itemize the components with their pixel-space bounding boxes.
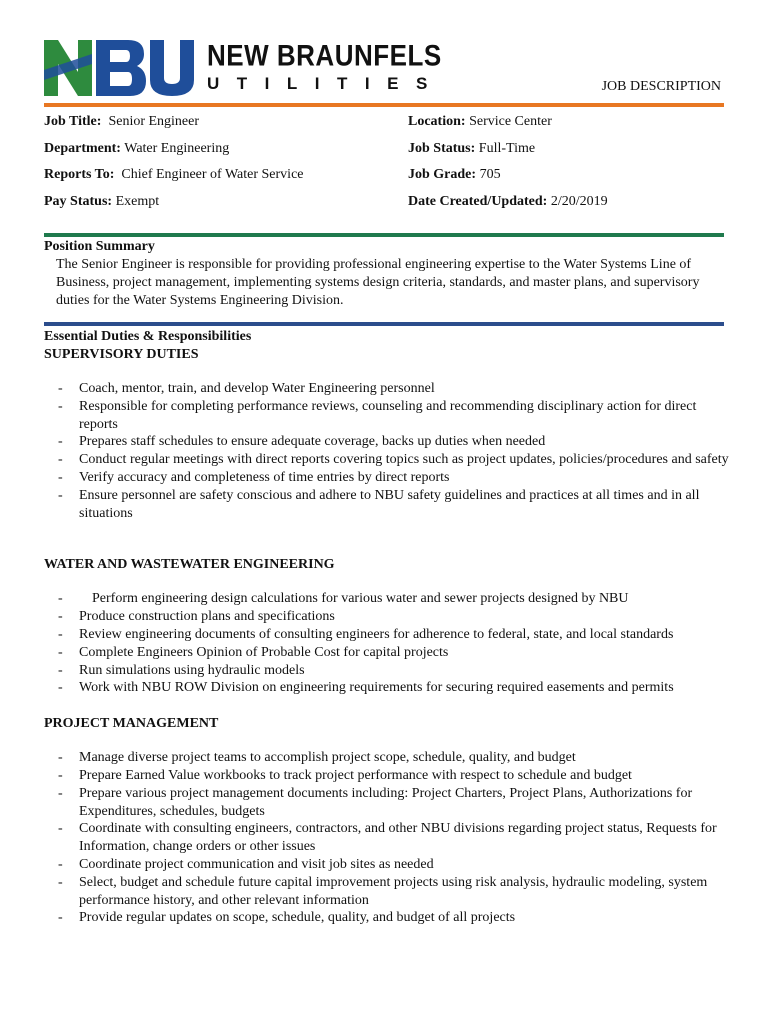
blue-divider bbox=[44, 322, 724, 326]
nbu-logo-mark-icon bbox=[44, 40, 204, 96]
list-item: - Select, budget and schedule future capital improvement projects using risk analysis, hydraulic modeling, system performance history, and other relevant information bbox=[44, 874, 734, 910]
location-field: Location: Service Center bbox=[408, 114, 552, 129]
green-divider bbox=[44, 233, 724, 237]
list-item: - Ensure personnel are safety conscious and adhere to NBU safety guidelines and practices at all times and in all situations bbox=[44, 487, 734, 523]
info-row bbox=[44, 194, 734, 221]
department-field: Department: Water Engineering bbox=[44, 140, 230, 156]
list-item: - Perform engineering design calculations for various water and sewer projects designed by NBU bbox=[44, 590, 734, 608]
reports-to-field: Reports To: Chief Engineer of Water Service bbox=[44, 167, 304, 182]
job-title-value: Senior Engineer bbox=[108, 114, 200, 129]
list-item: - Prepare various project management documents including: Project Charters, Project Plans, Authorizations for Expenditures, schedules, budgets bbox=[44, 785, 734, 821]
list-item: - Coordinate with consulting engineers, contractors, and other NBU divisions regarding project status, Requests for Information, change orders or other issues bbox=[44, 820, 734, 856]
engineering-list bbox=[44, 590, 734, 697]
date-value: 2/20/2019 bbox=[550, 193, 608, 209]
list-item: - Coordinate project communication and visit job sites as needed bbox=[44, 856, 734, 874]
info-row bbox=[44, 114, 734, 141]
pay-status-value: Exempt bbox=[115, 193, 160, 209]
project-management-title: PROJECT MANAGEMENT bbox=[44, 716, 219, 732]
list-item: - Complete Engineers Opinion of Probable Cost for capital projects bbox=[44, 644, 734, 662]
orange-divider bbox=[44, 103, 724, 107]
supervisory-list bbox=[44, 380, 734, 522]
document-type-label: JOB DESCRIPTION bbox=[601, 79, 721, 94]
list-item: - Produce construction plans and specifications bbox=[44, 608, 734, 626]
list-item: - Conduct regular meetings with direct reports covering topics such as project updates, policies/procedures and safety bbox=[44, 451, 734, 469]
summary-text: The Senior Engineer is responsible for providing professional engineering expertise to the Water Systems Line of Business, project management, implementing systems design criteria, standards, and master plans, and supervisory duties for the Water Systems Engineering Division. bbox=[56, 257, 700, 308]
date-field: Date Created/Updated: 2/20/2019 bbox=[408, 193, 608, 209]
job-grade-value: 705 bbox=[479, 167, 501, 182]
duties-heading: Essential Duties & Responsibilities bbox=[44, 329, 252, 344]
list-item: - Prepares staff schedules to ensure adequate coverage, backs up duties when needed bbox=[44, 433, 734, 451]
job-status-value: Full-Time bbox=[478, 140, 536, 156]
info-row bbox=[44, 141, 734, 168]
brand-name-line1: NEW BRAUNFELS bbox=[207, 38, 442, 73]
list-item: - Prepare Earned Value workbooks to track project performance with respect to schedule and budget bbox=[44, 767, 734, 785]
department-value: Water Engineering bbox=[124, 140, 230, 156]
job-grade-field: Job Grade: 705 bbox=[408, 167, 501, 182]
info-row bbox=[44, 167, 734, 194]
job-info-grid bbox=[44, 114, 734, 220]
project-management-list bbox=[44, 749, 734, 927]
list-item: - Review engineering documents of consulting engineers for adherence to federal, state, and local standards bbox=[44, 626, 734, 644]
list-item: - Coach, mentor, train, and develop Water Engineering personnel bbox=[44, 380, 734, 398]
job-status-field: Job Status: Full-Time bbox=[408, 140, 536, 156]
list-item: - Provide regular updates on scope, schedule, quality, and budget of all projects bbox=[44, 909, 734, 927]
supervisory-title: SUPERVISORY DUTIES bbox=[44, 347, 199, 362]
essential-duties bbox=[44, 328, 734, 927]
nbu-logo bbox=[44, 38, 445, 96]
brand-name-line2: UTILITIES bbox=[207, 74, 445, 93]
summary-heading: Position Summary bbox=[44, 239, 155, 254]
pay-status-field: Pay Status: Exempt bbox=[44, 193, 160, 209]
list-item: - Work with NBU ROW Division on engineering requirements for securing required easements and permits bbox=[44, 679, 734, 697]
list-item: - Run simulations using hydraulic models bbox=[44, 662, 734, 680]
list-item: - Manage diverse project teams to accomplish project scope, schedule, quality, and budget bbox=[44, 749, 734, 767]
list-item: - Verify accuracy and completeness of time entries by direct reports bbox=[44, 469, 734, 487]
job-title-field: Job Title: Senior Engineer bbox=[44, 114, 200, 129]
position-summary bbox=[44, 238, 734, 310]
reports-to-value: Chief Engineer of Water Service bbox=[121, 167, 304, 182]
engineering-title: WATER AND WASTEWATER ENGINEERING bbox=[44, 557, 335, 573]
list-item: - Responsible for completing performance reviews, counseling and recommending disciplinary action for direct reports bbox=[44, 398, 734, 434]
location-value: Service Center bbox=[469, 114, 552, 129]
